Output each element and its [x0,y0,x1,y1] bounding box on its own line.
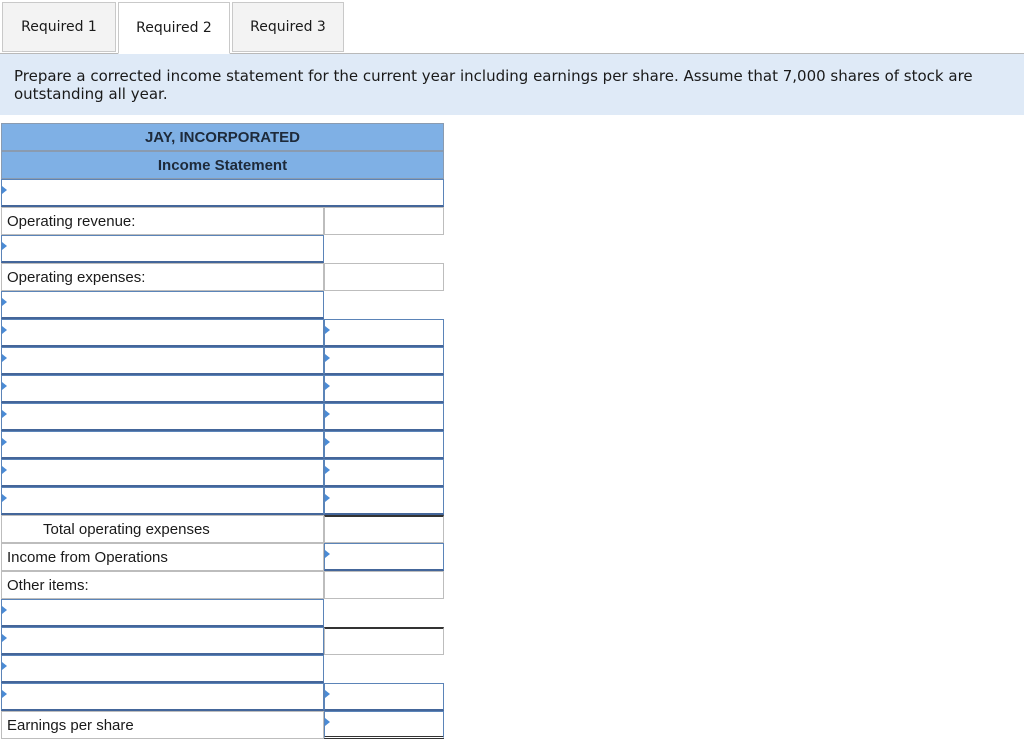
expense-item-input[interactable] [1,347,324,375]
table-row [1,655,444,683]
earnings-per-share-input[interactable] [324,711,444,739]
table-row [1,459,444,487]
table-row [1,263,444,291]
table-row [1,291,444,319]
income-from-operations-label: Income from Operations [1,543,324,571]
other-item-input[interactable] [1,599,324,627]
statement-date-input[interactable] [1,179,444,207]
table-row [1,207,444,235]
tab-bar [0,0,1024,54]
table-row [1,319,444,347]
expense-item-input[interactable] [1,319,324,347]
table-row [1,515,444,543]
table-row [1,683,444,711]
table-row [1,375,444,403]
tab-required-2[interactable]: Required 2 [118,2,230,54]
expense-item-input[interactable] [1,487,324,515]
statement-title: Income Statement [1,151,444,179]
expense-item-input[interactable] [1,431,324,459]
expense-item-input[interactable] [1,459,324,487]
expense-item-input[interactable] [1,375,324,403]
tab-required-1[interactable]: Required 1 [2,2,116,52]
earnings-per-share-label: Earnings per share [1,711,324,739]
total-operating-expenses-label: Total operating expenses [1,515,324,543]
other-item-input[interactable] [1,683,324,711]
operating-revenue-label: Operating revenue: [1,207,324,235]
other-items-label: Other items: [1,571,324,599]
amount-cell [324,207,444,235]
table-row [1,627,444,655]
table-row [1,543,444,571]
table-row [1,711,444,739]
expense-item-input[interactable] [1,291,324,319]
expense-item-input[interactable] [1,403,324,431]
income-from-operations-input[interactable] [324,543,444,571]
table-row [1,403,444,431]
table-row [1,235,444,263]
instructions-banner: Prepare a corrected income statement for the current year including earnings per share. Assume that 7,000 shares of stock are outstanding all year. [0,54,1024,115]
company-name: JAY, INCORPORATED [1,123,444,151]
table-row [1,571,444,599]
table-row [1,599,444,627]
revenue-item-input[interactable] [1,235,324,263]
amount-cell [324,571,444,599]
other-item-input[interactable] [1,627,324,655]
operating-expenses-label: Operating expenses: [1,263,324,291]
table-row [1,347,444,375]
table-row [1,487,444,515]
amount-cell [324,263,444,291]
table-row [1,431,444,459]
statement-date-row [1,179,444,207]
amount-cell [324,627,444,655]
total-operating-expenses-cell [324,515,444,543]
tab-required-3[interactable]: Required 3 [232,2,344,52]
other-item-input[interactable] [1,655,324,683]
